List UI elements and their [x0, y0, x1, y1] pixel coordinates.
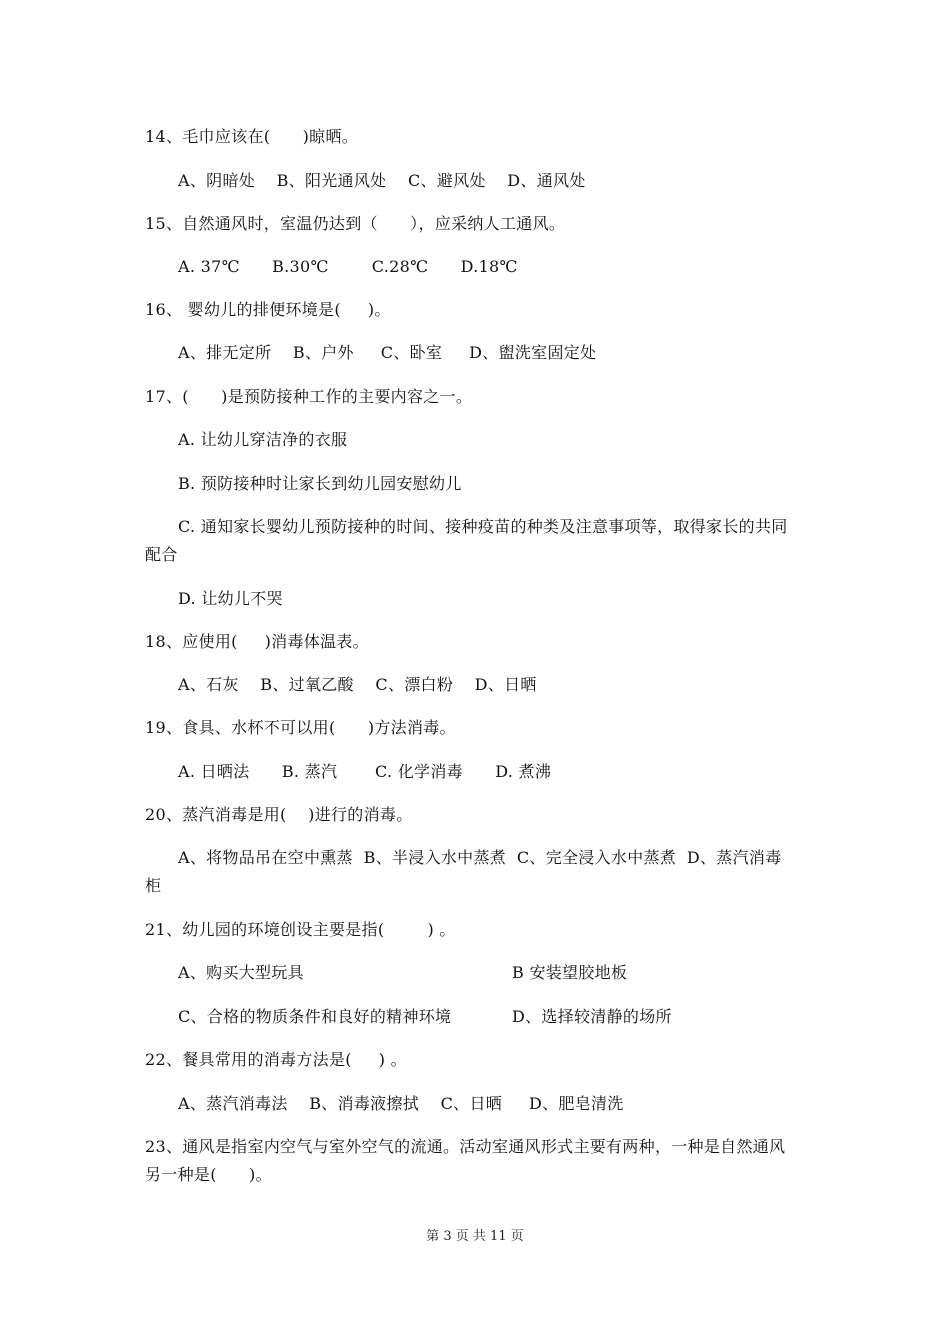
question-23-stem: 23、通风是指室内空气与室外空气的流通。活动室通风形式主要有两种，一种是自然通风	[145, 1137, 786, 1156]
question-20-options: A、将物品吊在空中熏蒸 B、半浸入水中蒸煮 C、完全浸入水中蒸煮 D、蒸汽消毒	[178, 848, 782, 867]
question-20-stem: 20、蒸汽消毒是用( )进行的消毒。	[145, 805, 413, 824]
question-17-option-d: D. 让幼儿不哭	[178, 589, 283, 608]
question-22-options: A、蒸汽消毒法 B、消毒液擦拭 C、日晒 D、肥皂清洗	[178, 1094, 624, 1113]
question-17-option-b: B. 预防接种时让家长到幼儿园安慰幼儿	[178, 474, 462, 493]
question-22-stem: 22、餐具常用的消毒方法是( ) 。	[145, 1050, 407, 1069]
question-17-option-a: A. 让幼儿穿洁净的衣服	[178, 430, 348, 449]
page-number-footer: 第 3 页 共 11 页	[426, 1229, 524, 1244]
question-14-options: A、阴暗处 B、阳光通风处 C、避风处 D、通风处	[178, 171, 586, 190]
question-20-options-continued: 柜	[145, 876, 162, 895]
question-21-stem: 21、幼儿园的环境创设主要是指( ) 。	[145, 920, 456, 939]
question-21-option-b: B 安装望胶地板	[512, 963, 628, 982]
question-17-option-c-continued: 配合	[145, 545, 178, 564]
question-21-option-a: A、购买大型玩具	[178, 963, 304, 982]
question-17-stem: 17、( )是预防接种工作的主要内容之一。	[145, 387, 473, 406]
question-19-options: A. 日晒法 B. 蒸汽 C. 化学消毒 D. 煮沸	[178, 762, 552, 781]
question-21-option-c: C、合格的物质条件和良好的精神环境	[178, 1007, 452, 1026]
question-15-stem: 15、自然通风时，室温仍达到（ ），应采纳人工通风。	[145, 214, 566, 233]
question-15-options: A. 37℃ B.30℃ C.28℃ D.18℃	[178, 257, 518, 276]
question-19-stem: 19、食具、水杯不可以用( )方法消毒。	[145, 718, 456, 737]
question-21-option-d: D、选择较清静的场所	[512, 1007, 672, 1026]
question-23-stem-continued: 另一种是( )。	[145, 1165, 272, 1184]
question-14-stem: 14、毛巾应该在( )晾晒。	[145, 127, 359, 146]
question-16-options: A、排无定所 B、户外 C、卧室 D、盥洗室固定处	[178, 343, 597, 362]
question-16-stem: 16、 婴幼儿的排便环境是( )。	[145, 300, 391, 319]
question-18-options: A、石灰 B、过氧乙酸 C、漂白粉 D、日晒	[178, 675, 537, 694]
question-17-option-c: C. 通知家长婴幼儿预防接种的时间、接种疫苗的种类及注意事项等，取得家长的共同	[178, 517, 788, 536]
question-18-stem: 18、应使用( )消毒体温表。	[145, 632, 369, 651]
